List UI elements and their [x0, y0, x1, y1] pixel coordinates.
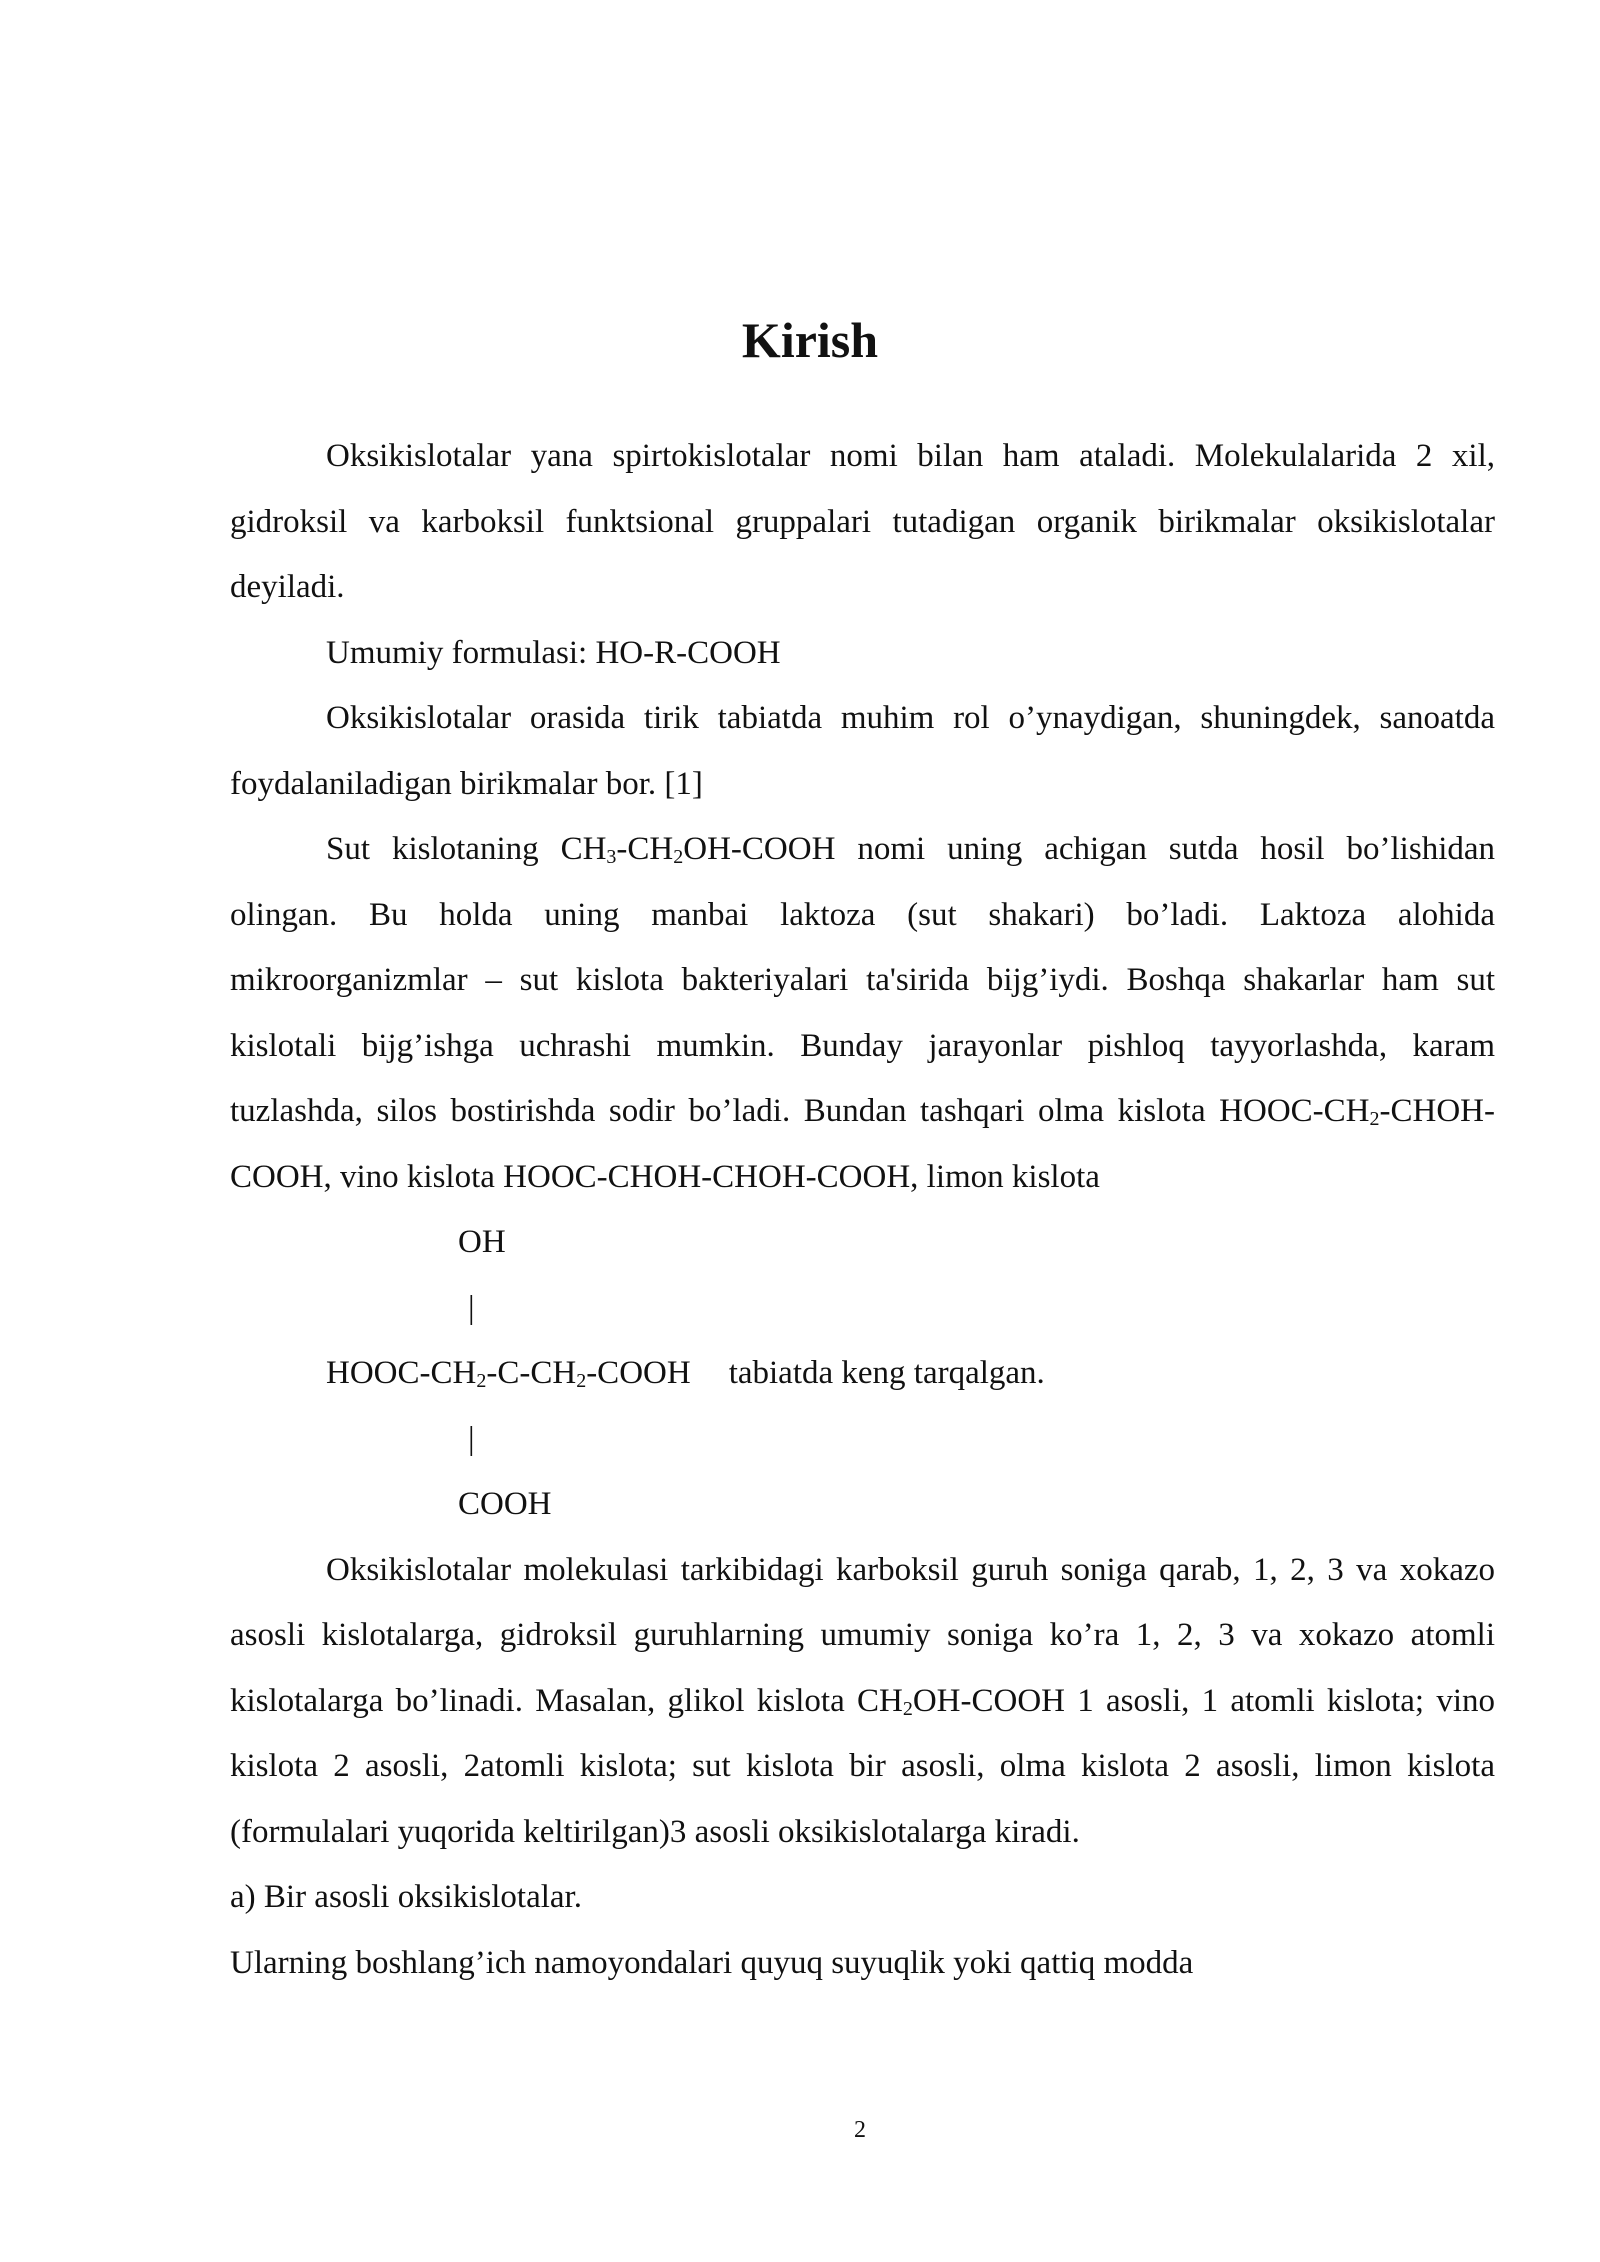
paragraph-lactic-acid [230, 817, 1495, 1210]
paragraph-general-formula: Umumiy formulasi: HO-R-COOH [326, 634, 781, 671]
paragraph-importance: Oksikislotalar orasida tirik tabiatda muhim rol o’ynaydigan, shuningdek, sanoatda foydalaniladigan birikmalar bor. [1] [230, 700, 1495, 802]
subsection-heading: a) Bir asosli oksikislotalar. [230, 1879, 582, 1915]
formula-caption: tabiatda keng tarqalgan. [728, 1355, 1045, 1391]
formula-bond-bottom: | [468, 1420, 475, 1457]
formula-bond-top: | [468, 1289, 475, 1326]
subscript: 2 [576, 1370, 587, 1392]
text-segment: -COOH [586, 1355, 691, 1391]
text-segment: -C-CH [486, 1355, 577, 1391]
text-segment: -CH [616, 831, 674, 867]
text-segment: OH-COOH 1 asosli, 1 atomli kislota; vino kislota 2 asosli, 2atomli kislota; sut kislota bir asosli, olma kislota 2 asosli, limon kislota (formulalari yuqorida keltirilgan)3 asosli oksikislotalarga kiradi. [230, 1682, 1495, 1850]
text-segment: HOOC-CH [326, 1355, 477, 1391]
subscript: 2 [476, 1370, 487, 1392]
text-segment: Sut kislotaning CH [326, 831, 607, 867]
subscript: 2 [673, 846, 684, 868]
subscript: 3 [606, 846, 617, 868]
formula-bottom-group: COOH [458, 1486, 552, 1522]
citric-acid-formula [230, 1210, 1495, 1538]
formula-top-group: OH [458, 1224, 506, 1260]
subscript: 2 [1369, 1108, 1380, 1130]
paragraph-intro: Oksikislotalar yana spirtokislotalar nomi bilan ham ataladi. Molekulalarida 2 xil, gidroksil va karboksil funktsional gruppalari tutadigan organik birikmalar oksikislotalar deyiladi. [230, 438, 1495, 605]
page-number: 2 [854, 2117, 866, 2143]
formula-main-chain [230, 1341, 1495, 1407]
text-segment: Oksikislotalar molekulasi tarkibidagi karboksil guruh soniga qarab, 1, 2, 3 va xokazo asosli kislotalarga, gidroksil guruhlarning umumiy soniga ko’ra 1, 2, 3 va xokazo atomli kislotalarga bo’linadi. Masalan, glikol kislota CH [230, 1551, 1495, 1719]
text-segment: OH-COOH nomi uning achigan sutda hosil bo’lishidan olingan. Bu holda uning manbai laktoza (sut shakari) bo’ladi. Laktoza alohida mikroorganizmlar – sut kislota bakteriyalari ta'sirida bijg’iydi. Boshqa shakarlar ham sut kislotali bijg’ishga uchrashi mumkin. Bunday jarayonlar pishloq tayyorlashda, karam tuzlashda, silos bostirishda sodir bo’ladi. Bundan tashqari olma kislota HOOC-CH [230, 831, 1496, 1129]
paragraph-classification [230, 1538, 1495, 1866]
document-body [230, 424, 1495, 1996]
subscript: 2 [902, 1697, 913, 1720]
text-segment: -CHOH-COOH, vino kislota HOOC-CHOH-CHOH-COOH, limon kislota [230, 1093, 1495, 1195]
page-title: Kirish [741, 312, 879, 368]
paragraph-last: Ularning boshlang’ich namoyondalari quyuq suyuqlik yoki qattiq modda [230, 1944, 1194, 1981]
